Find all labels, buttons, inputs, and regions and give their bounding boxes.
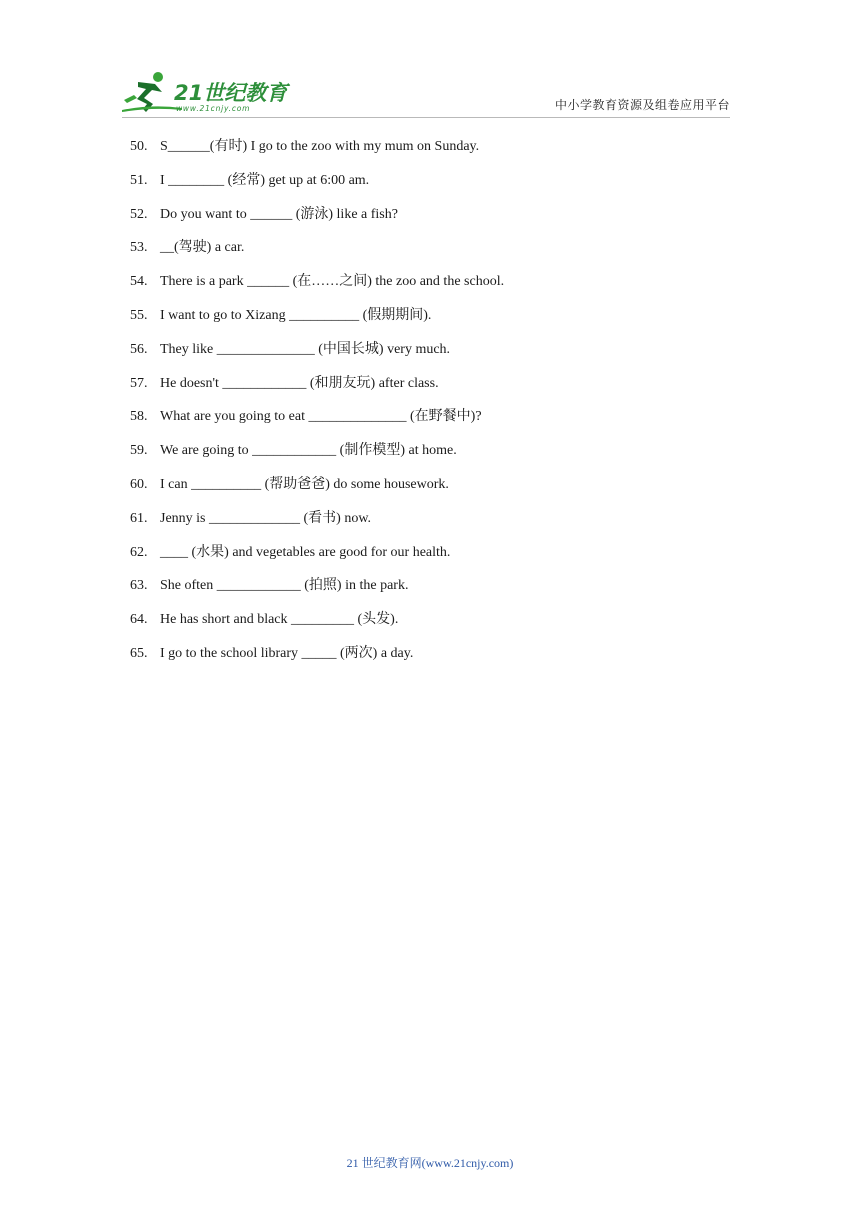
question-text: Jenny is _____________ (看书) now. <box>160 510 372 526</box>
question-number: 62. <box>130 544 148 560</box>
question-item <box>130 272 750 306</box>
site-logo <box>122 68 292 116</box>
svg-text:www.21cnjy.com: www.21cnjy.com <box>176 104 251 113</box>
question-item <box>130 475 750 509</box>
question-item <box>130 340 750 374</box>
question-text: We are going to ____________ (制作模型) at home. <box>160 443 457 459</box>
question-number: 51. <box>130 172 148 188</box>
question-item <box>130 137 750 171</box>
question-text: Do you want to ______ (游泳) like a fish? <box>160 206 398 222</box>
question-text: ____ (水果) and vegetables are good for our health. <box>160 544 451 560</box>
question-list <box>130 137 750 678</box>
question-number: 54. <box>130 274 148 290</box>
question-number: 57. <box>130 375 148 391</box>
question-item <box>130 374 750 408</box>
question-number: 59. <box>130 443 148 459</box>
question-text: She often ____________ (拍照) in the park. <box>160 578 409 594</box>
question-text: S______(有时) I go to the zoo with my mum on Sunday. <box>160 139 480 154</box>
question-item <box>130 576 750 610</box>
question-text: I ________ (经常) get up at 6:00 am. <box>160 172 370 188</box>
question-number: 52. <box>130 206 148 222</box>
question-text: What are you going to eat ______________ (在野餐中)? <box>160 409 482 425</box>
question-item <box>130 509 750 543</box>
question-item <box>130 644 750 678</box>
question-text: I want to go to Xizang __________ (假期期间). <box>160 307 432 323</box>
page-footer: 21 世纪教育网(www.21cnjy.com) <box>346 1156 514 1170</box>
question-item <box>130 171 750 205</box>
question-number: 64. <box>130 612 148 628</box>
question-number: 55. <box>130 307 148 323</box>
question-text: He doesn't ____________ (和朋友玩) after class. <box>160 375 439 391</box>
question-item <box>130 441 750 475</box>
question-number: 53. <box>130 240 148 256</box>
header-divider <box>122 117 730 118</box>
question-number: 65. <box>130 645 148 661</box>
question-text: I go to the school library _____ (两次) a day. <box>160 645 414 661</box>
question-text: I can __________ (帮助爸爸) do some housework. <box>160 476 449 492</box>
question-number: 56. <box>130 341 148 357</box>
question-item <box>130 610 750 644</box>
question-text: There is a park ______ (在……之间) the zoo and the school. <box>160 274 505 290</box>
question-item <box>130 543 750 577</box>
svg-text:21世纪教育: 21世纪教育 <box>174 81 288 105</box>
question-number: 63. <box>130 578 148 594</box>
question-text: __(驾驶) a car. <box>160 240 245 256</box>
question-item <box>130 407 750 441</box>
question-number: 61. <box>130 510 148 526</box>
question-text: They like ______________ (中国长城) very much. <box>160 341 451 357</box>
question-number: 50. <box>130 139 148 154</box>
question-number: 58. <box>130 409 148 425</box>
page-header <box>0 0 860 120</box>
site-tagline: 中小学教育资源及组卷应用平台 <box>554 98 730 112</box>
question-number: 60. <box>130 476 148 492</box>
question-item <box>130 205 750 239</box>
question-item <box>130 238 750 272</box>
runner-icon <box>122 72 182 112</box>
question-text: He has short and black _________ (头发). <box>160 612 399 628</box>
question-item <box>130 306 750 340</box>
